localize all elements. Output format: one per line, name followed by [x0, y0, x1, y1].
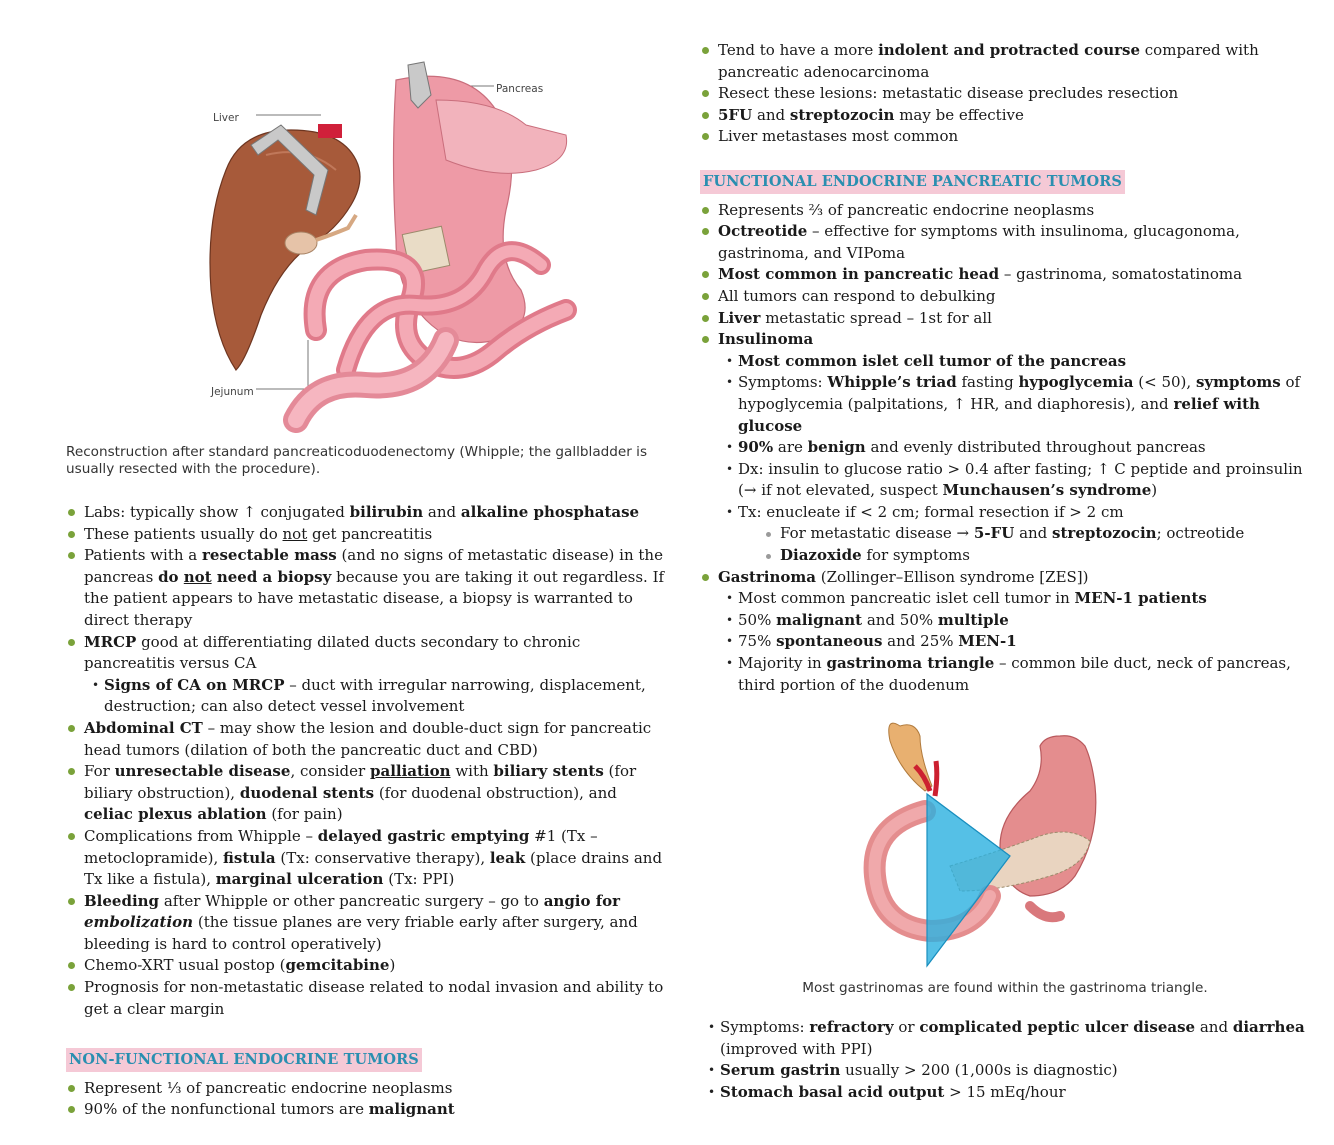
list-item: Liver metastatic spread – 1st for all: [700, 308, 1310, 330]
list-item: • Tx: enucleate if < 2 cm; formal resection if > 2 cm For metastatic disease → 5-FU and streptozocin; octreotide Diazoxide for symptoms: [720, 502, 1310, 567]
gastrinoma-triangle-figure: [700, 716, 1300, 972]
liver-label: Liver: [213, 112, 239, 124]
list-item: Represents ⅔ of pancreatic endocrine neoplasms: [700, 200, 1310, 222]
list-item: • Serum gastrin usually > 200 (1,000s is diagnostic): [702, 1060, 1310, 1082]
list-item: • Stomach basal acid output > 15 mEq/hour: [702, 1082, 1310, 1104]
nonfunctional-list: [66, 1078, 666, 1121]
list-item: • 50% malignant and 50% multiple: [720, 610, 1310, 632]
list-item: • Dx: insulin to glucose ratio > 0.4 after fasting; ↑ C peptide and proinsulin (→ if not elevated, suspect Munchausen’s syndrome): [720, 459, 1310, 502]
gastrinoma-triangle-illustration: [700, 716, 1300, 972]
list-item: 5FU and streptozocin may be effective: [700, 105, 1310, 127]
list-item: Insulinoma • Most common islet cell tumor of the pancreas • Symptoms: Whipple’s triad fasting hypoglycemia (< 50), symptoms of hypoglycemia (palpitations, ↑ HR, and diaphoresis), and relief with glucose • 90% are benign and evenly distributed throughout pancreas • Dx: insulin to glucose ratio > 0.4 after fasting; ↑ C peptide and proinsulin (→ if not elevated, suspect Munchausen’s syndrome) • Tx: enucleate if < 2 cm; formal resection if > 2 cm For metastatic disease → 5-FU and streptozocin; octreotide Diazoxide for symptoms: [700, 329, 1310, 567]
gastrinoma-list-cont: [700, 1017, 1310, 1103]
nonfunctional-list-cont: [700, 40, 1310, 148]
list-item: • Most common pancreatic islet cell tumor in MEN-1 patients: [720, 588, 1310, 610]
list-item: These patients usually do not get pancreatitis: [66, 524, 666, 546]
list-item: Diazoxide for symptoms: [758, 545, 1310, 567]
left-column: [66, 40, 666, 1121]
list-item: MRCP good at differentiating dilated ducts secondary to chronic pancreatitis versus CA • Signs of CA on MRCP – duct with irregular narrowing, displacement, destruction; can also detect vessel involvement: [66, 632, 666, 718]
list-item: • Majority in gastrinoma triangle – common bile duct, neck of pancreas, third portion of the duodenum: [720, 653, 1310, 696]
functional-heading: FUNCTIONAL ENDOCRINE PANCREATIC TUMORS: [700, 170, 1125, 194]
jejunum-label: Jejunum: [211, 386, 254, 398]
left-bullet-list: [66, 502, 666, 1020]
list-item: • Symptoms: refractory or complicated peptic ulcer disease and diarrhea (improved with PPI): [702, 1017, 1310, 1060]
list-item: • Symptoms: Whipple’s triad fasting hypoglycemia (< 50), symptoms of hypoglycemia (palpitations, ↑ HR, and diaphoresis), and relief with glucose: [720, 372, 1310, 437]
list-item: • Signs of CA on MRCP – duct with irregular narrowing, displacement, destruction; can also detect vessel involvement: [86, 675, 666, 718]
list-item: Most common in pancreatic head – gastrinoma, somatostatinoma: [700, 264, 1310, 286]
list-item: For metastatic disease → 5-FU and streptozocin; octreotide: [758, 523, 1310, 545]
right-column: [700, 40, 1310, 1104]
list-item: All tumors can respond to debulking: [700, 286, 1310, 308]
pancreas-label: Pancreas: [496, 83, 544, 95]
list-item: Gastrinoma (Zollinger–Ellison syndrome [ZES]) • Most common pancreatic islet cell tumor in MEN-1 patients • 50% malignant and 50% multiple • 75% spontaneous and 25% MEN-1 • Majority in gastrinoma triangle – common bile duct, neck of pancreas, third portion of the duodenum: [700, 567, 1310, 697]
functional-list: [700, 200, 1310, 697]
whipple-figure: [66, 40, 666, 440]
list-item: Bleeding after Whipple or other pancreatic surgery – go to angio for embolization (the tissue planes are very friable early after surgery, and bleeding is hard to control operatively): [66, 891, 666, 956]
list-item: Labs: typically show ↑ conjugated bilirubin and alkaline phosphatase: [66, 502, 666, 524]
list-item: • Most common islet cell tumor of the pancreas: [720, 351, 1310, 373]
list-item: Patients with a resectable mass (and no signs of metastatic disease) in the pancreas do not need a biopsy because you are taking it out regardless. If the patient appears to have metastatic disease, a biopsy is warranted to direct therapy: [66, 545, 666, 631]
list-item: • 75% spontaneous and 25% MEN-1: [720, 631, 1310, 653]
list-item: Tend to have a more indolent and protracted course compared with pancreatic adenocarcinoma: [700, 40, 1310, 83]
gastrinoma-caption: Most gastrinomas are found within the gastrinoma triangle.: [802, 980, 1208, 997]
list-item: • 90% are benign and evenly distributed throughout pancreas: [720, 437, 1310, 459]
list-item: Resect these lesions: metastatic disease precludes resection: [700, 83, 1310, 105]
whipple-illustration: [66, 40, 666, 440]
list-item: Represent ⅓ of pancreatic endocrine neoplasms: [66, 1078, 666, 1100]
list-item: [700, 1017, 1310, 1103]
list-item: Octreotide – effective for symptoms with insulinoma, glucagonoma, gastrinoma, and VIPoma: [700, 221, 1310, 264]
list-item: Chemo-XRT usual postop (gemcitabine): [66, 955, 666, 977]
nonfunctional-heading: NON-FUNCTIONAL ENDOCRINE TUMORS: [66, 1048, 422, 1072]
list-item: Prognosis for non-metastatic disease related to nodal invasion and ability to get a clear margin: [66, 977, 666, 1020]
list-item: For unresectable disease, consider palliation with biliary stents (for biliary obstruction), duodenal stents (for duodenal obstruction), and celiac plexus ablation (for pain): [66, 761, 666, 826]
list-item: 90% of the nonfunctional tumors are malignant: [66, 1099, 666, 1121]
list-item: Complications from Whipple – delayed gastric emptying #1 (Tx – metoclopramide), fistula (Tx: conservative therapy), leak (place drains and Tx like a fistula), marginal ulceration (Tx: PPI): [66, 826, 666, 891]
list-item: Abdominal CT – may show the lesion and double-duct sign for pancreatic head tumors (dilation of both the pancreatic duct and CBD): [66, 718, 666, 761]
list-item: Liver metastases most common: [700, 126, 1310, 148]
whipple-caption: Reconstruction after standard pancreaticoduodenectomy (Whipple; the gallbladder is usually resected with the procedure).: [66, 444, 648, 477]
